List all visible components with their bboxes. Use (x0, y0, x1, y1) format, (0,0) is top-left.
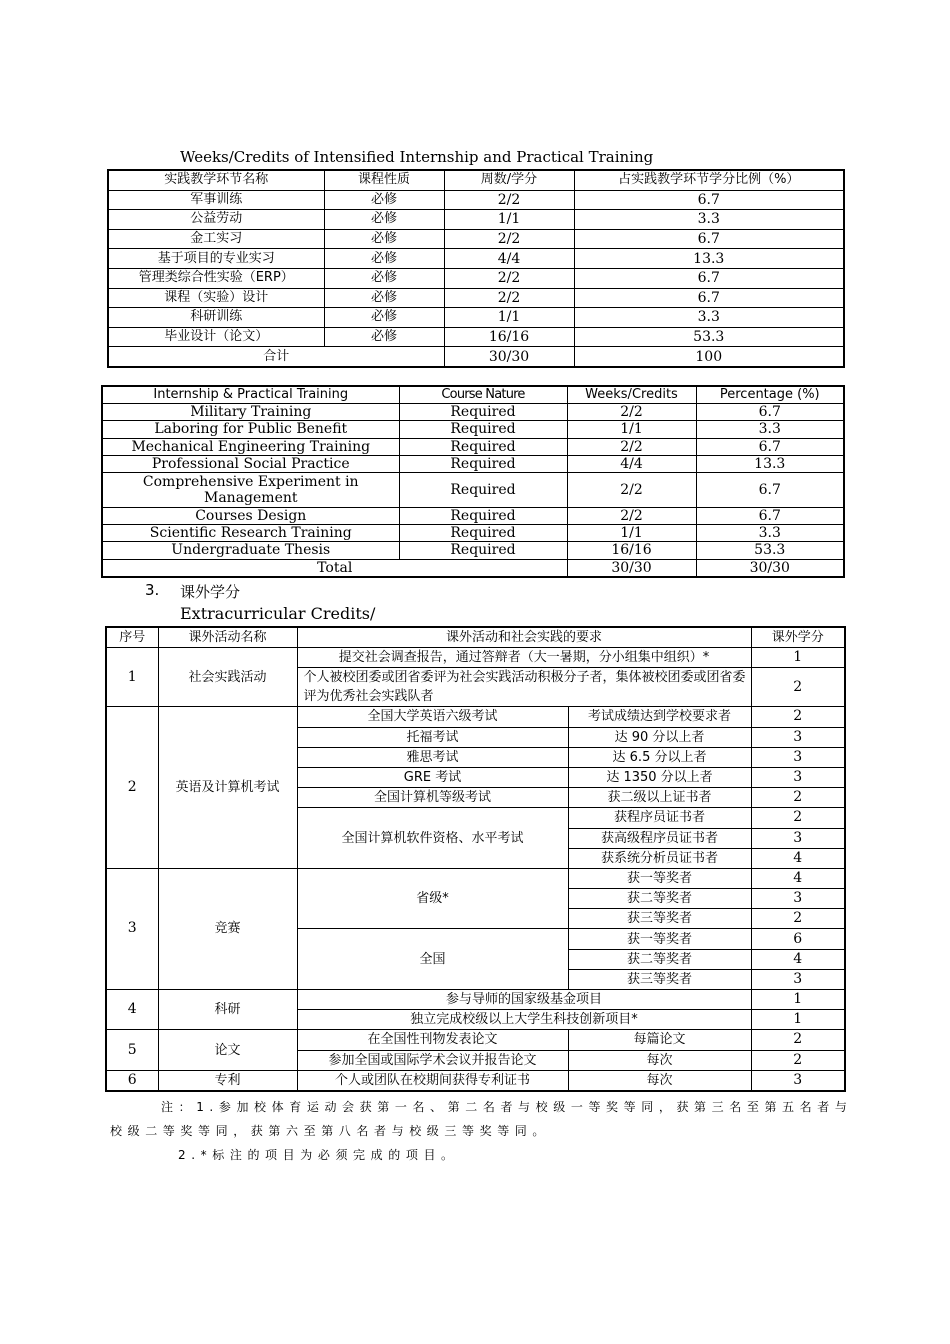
table-cell: Comprehensive Experiment in Management (102, 472, 399, 507)
table-cell: 必修 (324, 190, 444, 210)
credit: 2 (751, 1050, 845, 1070)
table-cell: 金工实习 (108, 229, 324, 249)
table-cell: 2/2 (567, 404, 696, 421)
table-cell: 6.7 (696, 404, 844, 421)
credit: 3 (751, 747, 845, 767)
credit: 3 (751, 889, 845, 909)
table-cell: 6.7 (574, 268, 844, 288)
credit: 4 (751, 848, 845, 868)
table-cell: 毕业设计（论文） (108, 327, 324, 347)
header-cell: 课外活动和社会实践的要求 (297, 627, 751, 648)
total-weeks: 30/30 (567, 559, 696, 577)
credit: 3 (751, 727, 845, 747)
extracurricular-credits-table (105, 626, 846, 1092)
table-cell: Required (399, 404, 567, 421)
requirement: 达 90 分以上者 (568, 727, 751, 747)
header-cell: 课外学分 (751, 627, 845, 648)
total-percentage: 30/30 (696, 559, 844, 577)
credit: 1 (751, 1010, 845, 1030)
table-cell: Required (399, 438, 567, 455)
table-cell: 13.3 (696, 455, 844, 472)
header-cell: Course Nature (399, 386, 567, 404)
table-header-row (106, 627, 845, 648)
activity-name: 英语及计算机考试 (158, 707, 297, 869)
table-row (106, 868, 845, 888)
table-cell: 2/2 (444, 190, 574, 210)
header-cell: 周数/学分 (444, 170, 574, 190)
competition-level: 省级* (297, 868, 568, 929)
table-cell: Required (399, 421, 567, 438)
table-row (102, 455, 844, 472)
credit: 2 (751, 1030, 845, 1050)
table-cell: 必修 (324, 249, 444, 269)
table-cell: Professional Social Practice (102, 455, 399, 472)
header-cell: 序号 (106, 627, 158, 648)
table-row (102, 421, 844, 438)
table-cell: 必修 (324, 327, 444, 347)
table-cell: 6.7 (696, 438, 844, 455)
item-number: 1 (106, 648, 158, 707)
competition-level: 全国 (297, 929, 568, 990)
exam-name: 托福考试 (297, 727, 568, 747)
table-cell: Military Training (102, 404, 399, 421)
header-cell: 课程性质 (324, 170, 444, 190)
total-label: 合计 (108, 347, 444, 367)
table-cell: 4/4 (567, 455, 696, 472)
table-cell: 军事训练 (108, 190, 324, 210)
credit: 6 (751, 929, 845, 949)
table-cell: 2/2 (444, 288, 574, 308)
requirement: 参与导师的国家级基金项目 (297, 990, 751, 1010)
table-cell: 2/2 (567, 507, 696, 524)
table-cell: Undergraduate Thesis (102, 542, 399, 559)
table-row (102, 404, 844, 421)
table-cell: Mechanical Engineering Training (102, 438, 399, 455)
table-cell: Required (399, 455, 567, 472)
table-cell: Scientific Research Training (102, 525, 399, 542)
credit: 2 (751, 707, 845, 727)
table-cell: 基于项目的专业实习 (108, 249, 324, 269)
header-cell: Weeks/Credits (567, 386, 696, 404)
table-cell: 6.7 (574, 190, 844, 210)
exam-name: 雅思考试 (297, 747, 568, 767)
credit: 1 (751, 648, 845, 668)
table-row (106, 990, 845, 1010)
table-cell: 6.7 (574, 229, 844, 249)
requirement: 个人或团队在校期间获得专利证书 (297, 1070, 568, 1091)
credit: 3 (751, 828, 845, 848)
table-cell: Courses Design (102, 507, 399, 524)
requirement: 独立完成校级以上大学生科技创新项目* (297, 1010, 751, 1030)
table-cell: 3.3 (574, 308, 844, 328)
table-cell: 必修 (324, 268, 444, 288)
table-cell: 管理类综合性实验（ERP） (108, 268, 324, 288)
table-cell: 课程（实验）设计 (108, 288, 324, 308)
requirement: 获高级程序员证书者 (568, 828, 751, 848)
table-cell: 2/2 (567, 472, 696, 507)
header-cell: Internship & Practical Training (102, 386, 399, 404)
credit: 3 (751, 1070, 845, 1091)
credit: 4 (751, 868, 845, 888)
total-label: Total (102, 559, 567, 577)
table-cell: 1/1 (567, 421, 696, 438)
award: 获一等奖者 (568, 929, 751, 949)
table-row (108, 268, 844, 288)
table-row (108, 288, 844, 308)
table-cell: Required (399, 542, 567, 559)
practical-training-table-en (101, 385, 845, 578)
requirement: 获二级以上证书者 (568, 788, 751, 808)
table-cell: 53.3 (574, 327, 844, 347)
table-total-row (108, 347, 844, 367)
practical-training-table-zh (107, 169, 845, 368)
note-1b: 校级二等奖等同，获第六至第八名者与校级三等奖等同。 (110, 1124, 551, 1138)
section-title-zh: 课外学分 (180, 583, 241, 601)
item-number: 4 (106, 990, 158, 1030)
award: 获三等奖者 (568, 969, 751, 989)
requirement-unit: 每次 (568, 1070, 751, 1091)
exam-name: 全国大学英语六级考试 (297, 707, 568, 727)
credit: 2 (751, 788, 845, 808)
table-row (108, 308, 844, 328)
table-row (108, 249, 844, 269)
activity-name: 科研 (158, 990, 297, 1030)
table-cell: Laboring for Public Benefit (102, 421, 399, 438)
table-row (108, 210, 844, 230)
credit: 2 (751, 668, 845, 707)
table-cell: 6.7 (574, 288, 844, 308)
item-number: 5 (106, 1030, 158, 1070)
table-row (108, 190, 844, 210)
header-cell: 课外活动名称 (158, 627, 297, 648)
note-2: 2.*标注的项目为必须完成的项目。 (178, 1148, 459, 1162)
table-row (106, 1030, 845, 1050)
credit: 1 (751, 990, 845, 1010)
activity-name: 专利 (158, 1070, 297, 1091)
table-cell: 3.3 (696, 421, 844, 438)
requirement: 达 6.5 分以上者 (568, 747, 751, 767)
table-cell: 必修 (324, 210, 444, 230)
activity-name: 论文 (158, 1030, 297, 1070)
award: 获一等奖者 (568, 868, 751, 888)
table-row (106, 707, 845, 727)
note-1a: 注：1.参加校体育运动会获第一名、第二名者与校级一等奖等同，获第三名至第五名者与 (161, 1100, 853, 1114)
table-row (102, 507, 844, 524)
table-cell: 公益劳动 (108, 210, 324, 230)
exam-name: 全国计算机等级考试 (297, 788, 568, 808)
table-cell: 6.7 (696, 507, 844, 524)
table-row (102, 525, 844, 542)
credit: 2 (751, 808, 845, 828)
requirement: 获程序员证书者 (568, 808, 751, 828)
requirement: 参加全国或国际学术会议并报告论文 (297, 1050, 568, 1070)
table-cell: 必修 (324, 229, 444, 249)
table-cell: Required (399, 472, 567, 507)
item-number: 3 (106, 868, 158, 989)
section-number: 3. (145, 581, 160, 599)
activity-name: 社会实践活动 (158, 648, 297, 707)
table-cell: 2/2 (444, 229, 574, 249)
credit: 2 (751, 909, 845, 929)
table-cell: 53.3 (696, 542, 844, 559)
requirement: 考试成绩达到学校要求者 (568, 707, 751, 727)
header-cell: 实践教学环节名称 (108, 170, 324, 190)
table-cell: 1/1 (444, 210, 574, 230)
table-cell: 2/2 (567, 438, 696, 455)
table-cell: 1/1 (444, 308, 574, 328)
requirement-unit: 每次 (568, 1050, 751, 1070)
requirement: 达 1350 分以上者 (568, 767, 751, 787)
table-cell: Required (399, 507, 567, 524)
award: 获三等奖者 (568, 909, 751, 929)
table-row (102, 542, 844, 559)
requirement: 获系统分析员证书者 (568, 848, 751, 868)
table-header-row (108, 170, 844, 190)
requirement: 提交社会调查报告，通过答辩者（大一暑期，分小组集中组织）* (297, 648, 751, 668)
table-row (102, 472, 844, 507)
header-cell: 占实践教学环节学分比例（%） (574, 170, 844, 190)
table-cell: Required (399, 525, 567, 542)
table1-caption: Weeks/Credits of Intensified Internship and Practical Training (180, 148, 654, 166)
total-percentage: 100 (574, 347, 844, 367)
award: 获二等奖者 (568, 889, 751, 909)
award: 获二等奖者 (568, 949, 751, 969)
table-row (106, 648, 845, 668)
table-cell: 必修 (324, 288, 444, 308)
exam-name: 全国计算机软件资格、水平考试 (297, 808, 568, 869)
credit: 4 (751, 949, 845, 969)
credit: 3 (751, 767, 845, 787)
table-cell: 2/2 (444, 268, 574, 288)
table-header-row (102, 386, 844, 404)
table-cell: 6.7 (696, 472, 844, 507)
table-total-row (102, 559, 844, 577)
table-row (102, 438, 844, 455)
table-cell: 13.3 (574, 249, 844, 269)
table-row (106, 1070, 845, 1091)
table-cell: 16/16 (444, 327, 574, 347)
table-cell: 3.3 (696, 525, 844, 542)
table-cell: 1/1 (567, 525, 696, 542)
table-cell: 必修 (324, 308, 444, 328)
header-cell: Percentage (%) (696, 386, 844, 404)
total-weeks: 30/30 (444, 347, 574, 367)
table-row (108, 229, 844, 249)
table-cell: 3.3 (574, 210, 844, 230)
requirement: 个人被校团委或团省委评为社会实践活动积极分子者，集体被校团委或团省委评为优秀社会实践队者 (297, 668, 751, 707)
table-cell: 4/4 (444, 249, 574, 269)
requirement-unit: 每篇论文 (568, 1030, 751, 1050)
exam-name: GRE 考试 (297, 767, 568, 787)
table-row (108, 327, 844, 347)
table-cell: 科研训练 (108, 308, 324, 328)
section-title-en: Extracurricular Credits/ (180, 604, 376, 623)
credit: 3 (751, 969, 845, 989)
item-number: 2 (106, 707, 158, 869)
requirement: 在全国性刊物发表论文 (297, 1030, 568, 1050)
item-number: 6 (106, 1070, 158, 1091)
activity-name: 竞赛 (158, 868, 297, 989)
table-cell: 16/16 (567, 542, 696, 559)
